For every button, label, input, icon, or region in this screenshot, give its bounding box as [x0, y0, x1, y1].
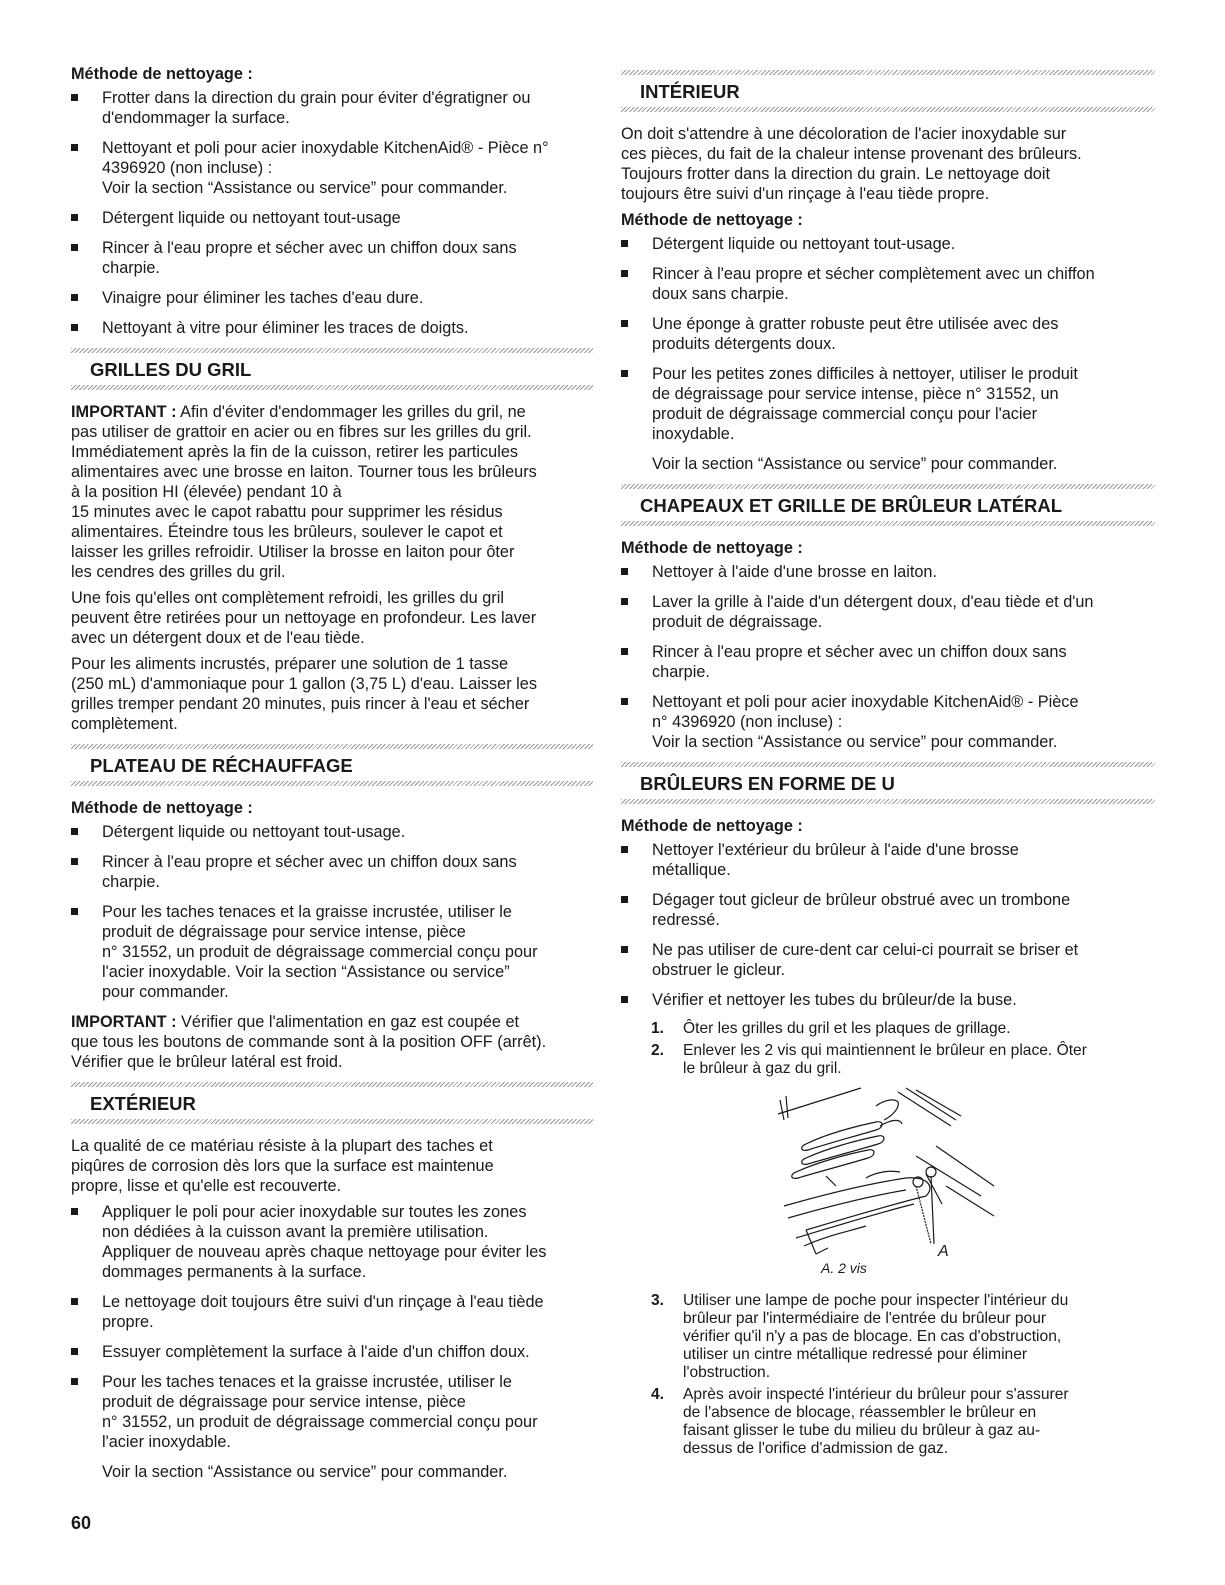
method-heading: Méthode de nettoyage :: [621, 539, 803, 557]
list-item: Vérifier et nettoyer les tubes du brûleur/de la buse.: [621, 990, 1155, 1010]
bullet-square-icon: [71, 94, 78, 101]
list-item: Appliquer le poli pour acier inoxydable sur toutes les zones non dédiées à la cuisson avant la première utilisation. Appliquer de nouveau après chaque nettoyage pour éviter les dommages permanents à la surface.: [71, 1202, 593, 1282]
bullet-square-icon: [71, 1298, 78, 1305]
list-item: Ne pas utiliser de cure-dent car celui-ci pourrait se briser et obstruer le gicleur.: [621, 940, 1155, 980]
burner-illustration: [621, 1086, 1155, 1286]
list-item: Détergent liquide ou nettoyant tout-usage: [71, 208, 593, 228]
method-heading: Méthode de nettoyage :: [621, 817, 803, 835]
list-item: Frotter dans la direction du grain pour éviter d'égratigner ou d'endommager la surface.: [71, 88, 593, 128]
list-item: Pour les taches tenaces et la graisse incrustée, utiliser le produit de dégraissage pour service intense, pièce n° 31552, un produit de dégraissage commercial conçu pour l'acier inoxydable. Voir la section “Assistance ou service” pour commander.: [71, 902, 593, 1002]
list-item: Nettoyant et poli pour acier inoxydable KitchenAid® - Pièce n° 4396920 (non incluse) : Voir la section “Assistance ou service” pour commander.: [71, 138, 593, 198]
bullet-square-icon: [621, 270, 628, 277]
list-item: Nettoyer l'extérieur du brûleur à l'aide d'une brosse métallique.: [621, 840, 1155, 880]
section-header-exterieur: [71, 1082, 593, 1124]
bullet-square-icon: [621, 370, 628, 377]
paragraph: IMPORTANT : Afin d'éviter d'endommager les grilles du gril, ne pas utiliser de grattoir en acier ou en fibres sur les grilles du gril. Immédiatement après la fin de la cuisson, retirer les particules alimentaires avec une brosse en laiton. Tourner tous les brûleurs à la position HI (élevée) pendant 10 à 15 minutes avec le capot rabattu pour supprimer les résidus alimentaires. Éteindre tous les brûleurs, soulever le capot et laisser les grilles refroidir. Utiliser la brosse en laiton pour ôter les cendres des grilles du gril.: [71, 403, 537, 581]
section-header-bruleurs: [621, 762, 1155, 804]
paragraph: Une fois qu'elles ont complètement refroidi, les grilles du gril peuvent être retirées pour un nettoyage en profondeur. Les laver avec un détergent doux et de l'eau tiède.: [71, 589, 537, 647]
note: Voir la section “Assistance ou service” pour commander.: [652, 455, 1058, 473]
bullet-square-icon: [621, 598, 628, 605]
section-header-grilles: [71, 348, 593, 390]
list-item: Vinaigre pour éliminer les taches d'eau dure.: [71, 288, 593, 308]
bullet-square-icon: [71, 858, 78, 865]
bullet-square-icon: [71, 1208, 78, 1215]
bullet-square-icon: [621, 846, 628, 853]
list-item: Nettoyant à vitre pour éliminer les traces de doigts.: [71, 318, 593, 338]
numbered-step: 2. Enlever les 2 vis qui maintiennent le brûleur en place. Ôter le brûleur à gaz du gril.: [651, 1042, 1087, 1077]
list-item: Rincer à l'eau propre et sécher avec un chiffon doux sans charpie.: [621, 642, 1155, 682]
bullet-square-icon: [71, 828, 78, 835]
callout-label: A: [938, 1243, 949, 1260]
section-title: EXTÉRIEUR: [90, 1093, 196, 1114]
list-item: Détergent liquide ou nettoyant tout-usage.: [71, 822, 593, 842]
list-item: Le nettoyage doit toujours être suivi d'un rinçage à l'eau tiède propre.: [71, 1292, 593, 1332]
list-item: Une éponge à gratter robuste peut être utilisée avec des produits détergents doux.: [621, 314, 1155, 354]
list-item: Nettoyant et poli pour acier inoxydable KitchenAid® - Pièce n° 4396920 (non incluse) : Voir la section “Assistance ou service” pour commander.: [621, 692, 1155, 752]
bullet-square-icon: [71, 214, 78, 221]
list-item: Pour les taches tenaces et la graisse incrustée, utiliser le produit de dégraissage pour service intense, pièce n° 31552, un produit de dégraissage commercial conçu pour l'acier inoxydable.: [71, 1372, 593, 1452]
paragraph: Pour les aliments incrustés, préparer une solution de 1 tasse (250 mL) d'ammoniaque pour 1 gallon (3,75 L) d'eau. Laisser les grilles tremper pendant 20 minutes, puis rincer à l'eau et sécher complètement.: [71, 655, 537, 733]
list-item: Dégager tout gicleur de brûleur obstrué avec un trombone redressé.: [621, 890, 1155, 930]
section-header-interieur: [621, 70, 1155, 112]
section-title: BRÛLEURS EN FORME DE U: [640, 773, 895, 794]
method-heading: Méthode de nettoyage :: [71, 65, 253, 83]
numbered-step: 3. Utiliser une lampe de poche pour inspecter l'intérieur du brûleur par l'intermédiaire de l'entrée du brûleur pour vérifier qu'il n'y a pas de blocage. En cas d'obstruction, utiliser un cintre métallique redressé pour éliminer l'obstruction.: [651, 1292, 1069, 1381]
interieur-bullet-list: [621, 234, 1155, 444]
bullet-square-icon: [621, 996, 628, 1003]
note: Voir la section “Assistance ou service” pour commander.: [102, 1463, 508, 1481]
steps-list: [621, 1020, 1155, 1078]
bullet-square-icon: [71, 144, 78, 151]
section-title: CHAPEAUX ET GRILLE DE BRÛLEUR LATÉRAL: [640, 495, 1063, 516]
burner-diagram-icon: [766, 1086, 996, 1261]
right-column: [621, 70, 1155, 1462]
numbered-step: 1. Ôter les grilles du gril et les plaques de grillage.: [651, 1020, 1011, 1037]
section-title: PLATEAU DE RÉCHAUFFAGE: [90, 755, 353, 776]
steps-list: [621, 1292, 1155, 1458]
bullet-square-icon: [71, 294, 78, 301]
section-header-chapeaux: [621, 484, 1155, 526]
bullet-square-icon: [621, 320, 628, 327]
bullet-square-icon: [621, 240, 628, 247]
left-column: [71, 64, 593, 1490]
bullet-square-icon: [621, 648, 628, 655]
bullet-square-icon: [621, 568, 628, 575]
bullet-square-icon: [621, 698, 628, 705]
section-title: INTÉRIEUR: [640, 81, 740, 102]
page-number: 60: [71, 1513, 92, 1533]
method-heading: Méthode de nettoyage :: [71, 799, 253, 817]
hatch-divider: [621, 799, 1155, 804]
paragraph: La qualité de ce matériau résiste à la plupart des taches et piqûres de corrosion dès lors que la surface est maintenue propre, lisse et qu'elle est recouverte.: [71, 1137, 494, 1195]
exterieur-bullet-list: [71, 1202, 593, 1452]
figure-caption: A. 2 vis: [821, 1260, 867, 1276]
bullet-square-icon: [621, 946, 628, 953]
important-label: IMPORTANT :: [71, 1013, 177, 1031]
numbered-step: 4. Après avoir inspecté l'intérieur du brûleur pour s'assurer de l'absence de blocage, réassembler le brûleur en faisant glisser le tube du milieu du brûleur à gaz au- dessus de l'orifice d'admission de gaz.: [651, 1386, 1069, 1457]
chapeaux-bullet-list: [621, 562, 1155, 752]
hatch-divider: [71, 781, 593, 786]
list-item: Rincer à l'eau propre et sécher complètement avec un chiffon doux sans charpie.: [621, 264, 1155, 304]
list-item: Rincer à l'eau propre et sécher avec un chiffon doux sans charpie.: [71, 852, 593, 892]
important-label: IMPORTANT :: [71, 403, 177, 421]
hatch-divider: [621, 107, 1155, 112]
bullet-square-icon: [71, 908, 78, 915]
plateau-bullet-list: [71, 822, 593, 1002]
bullet-square-icon: [71, 1348, 78, 1355]
list-item: Pour les petites zones difficiles à nettoyer, utiliser le produit de dégraissage pour service intense, pièce n° 31552, un produit de dégraissage commercial conçu pour l'acier inoxydable.: [621, 364, 1155, 444]
section-header-plateau: [71, 744, 593, 786]
paragraph: IMPORTANT : Vérifier que l'alimentation en gaz est coupée et que tous les boutons de commande sont à la position OFF (arrêt). Vérifier que le brûleur latéral est froid.: [71, 1013, 547, 1071]
list-item: Laver la grille à l'aide d'un détergent doux, d'eau tiède et d'un produit de dégraissage.: [621, 592, 1155, 632]
bullet-square-icon: [621, 896, 628, 903]
list-item: Nettoyer à l'aide d'une brosse en laiton.: [621, 562, 1155, 582]
bullet-square-icon: [71, 1378, 78, 1385]
section-title: GRILLES DU GRIL: [90, 359, 252, 380]
list-item: Essuyer complètement la surface à l'aide d'un chiffon doux.: [71, 1342, 593, 1362]
intro-bullet-list: [71, 88, 593, 338]
paragraph: On doit s'attendre à une décoloration de l'acier inoxydable sur ces pièces, du fait de la chaleur intense provenant des brûleurs. Toujours frotter dans la direction du grain. Le nettoyage doit toujours être suivi d'un rinçage à l'eau tiède propre.: [621, 125, 1082, 203]
hatch-divider: [71, 385, 593, 390]
bullet-square-icon: [71, 324, 78, 331]
list-item: Détergent liquide ou nettoyant tout-usage.: [621, 234, 1155, 254]
bullet-square-icon: [71, 244, 78, 251]
bruleurs-bullet-list: [621, 840, 1155, 1010]
list-item: Rincer à l'eau propre et sécher avec un chiffon doux sans charpie.: [71, 238, 593, 278]
method-heading: Méthode de nettoyage :: [621, 211, 803, 229]
hatch-divider: [71, 1119, 593, 1124]
hatch-divider: [621, 521, 1155, 526]
